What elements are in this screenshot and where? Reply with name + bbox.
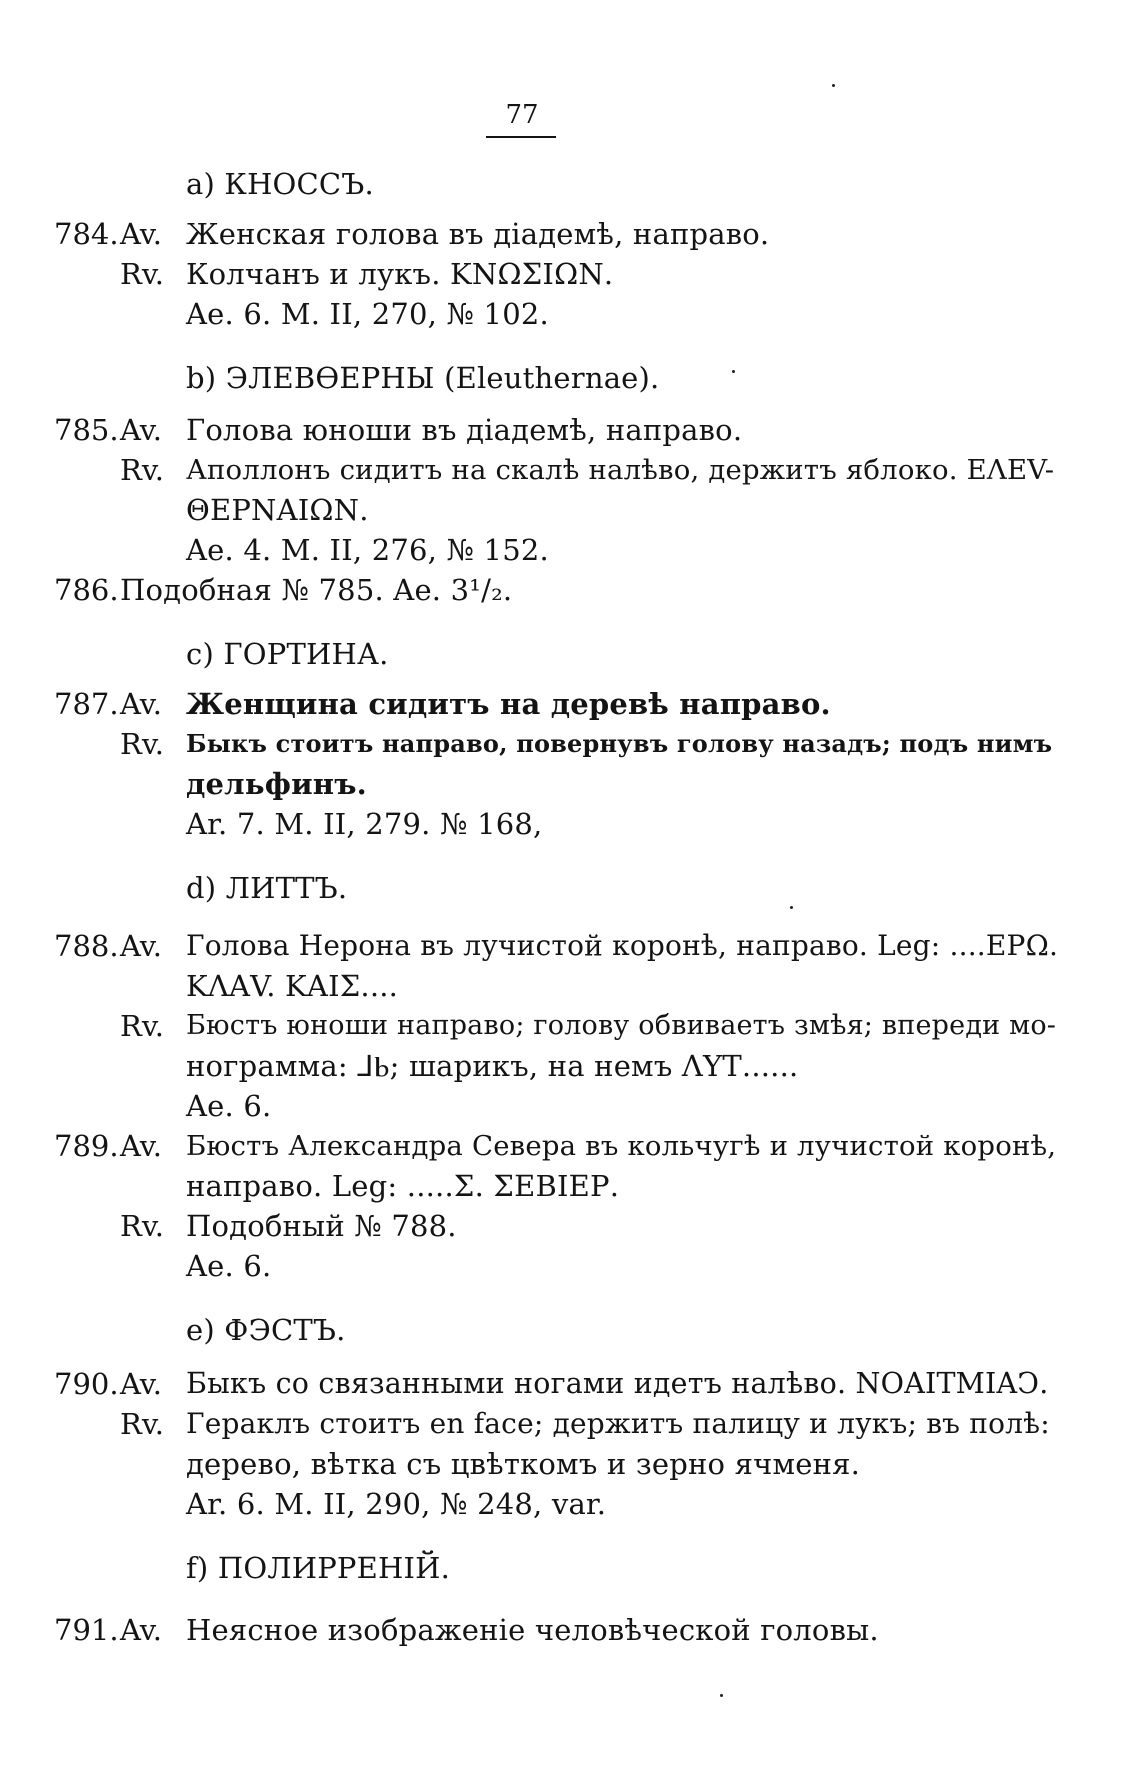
entry-787-av: Женщина сидитъ на деревѣ направо. [186,687,831,721]
label-rv: Rv. [120,1009,164,1043]
entry-788-rv-line1: Бюстъ юноши направо; голову обвиваетъ змѣя; впереди мо- [186,1010,1057,1041]
entry-788-av-line1: Голова Нерона въ лучистой коронѣ, направо. Leg: ....ΕΡΩ. [186,929,1059,962]
label-rv: Rv. [120,257,164,291]
entry-number: 785. [54,413,119,447]
entry-789-ref: Ae. 6. [186,1249,272,1283]
entry-790-av: Быкъ со связанными ногами идетъ налѣво. ΝΟΑΙΤΜΙΑϽ. [186,1367,1049,1400]
section-heading-polyrrhenia: f) ПОЛИРРЕНІЙ. [186,1551,451,1585]
entry-789-av-line1: Бюстъ Александра Севера въ кольчугѣ и лучистой коронѣ, [186,1130,1057,1162]
scan-speck [732,370,735,373]
entry-number: 787. [54,687,119,721]
label-av: Av. [120,1613,162,1647]
entry-787-ref: Ar. 7. M. II, 279. № 168, [186,807,543,841]
page-number-rule [486,136,556,138]
section-heading-lyttos: d) ЛИТТЪ. [186,871,348,905]
section-heading-knossos: а) КНОССЪ. [186,167,374,201]
entry-790-rv-line2: дерево, вѣтка съ цвѣткомъ и зерно ячменя. [186,1447,861,1481]
entry-784-ref: Ae. 6. M. II, 270, № 102. [186,297,549,331]
entry-786-text: Подобная № 785. Ae. 3¹/₂. [120,573,513,607]
entry-788-av-line2: ΚΛΑV. ΚΑΙΣ.... [186,969,399,1003]
entry-785-rv-line2: ΘΕΡΝΑΙΩΝ. [186,493,369,527]
entry-789-rv: Подобный № 788. [186,1209,457,1243]
label-av: Av. [120,1129,162,1163]
label-rv: Rv. [120,1407,164,1441]
entry-789-av-line2: направо. Leg: .....Σ. ΣΕΒΙΕΡ. [186,1169,620,1203]
page-number: 77 [505,100,539,130]
entry-787-rv-line1: Быкъ стоитъ направо, повернувъ голову назадъ; подъ нимъ [186,729,1053,758]
label-av: Av. [120,1367,162,1401]
entry-788-rv-line2: нограмма: ⅃Ⱃ; шарикъ, на немъ ΛΥΤ...... [186,1049,799,1083]
entry-784-rv: Колчанъ и лукъ. ΚΝΩΣΙΩΝ. [186,257,614,291]
label-av: Av. [120,217,162,251]
section-heading-eleutherna: b) ЭЛЕВѲЕРНЫ (Eleuthernae). [186,361,660,395]
label-av: Av. [120,687,162,721]
entry-791-av: Неясное изображеніе человѣческой головы. [186,1613,879,1647]
scan-speck [720,1694,723,1697]
entry-784-av: Женская голова въ діадемѣ, направо. [186,217,770,251]
label-rv: Rv. [120,1209,164,1243]
entry-number: 791. [54,1613,119,1647]
label-rv: Rv. [120,453,164,487]
scan-speck [790,906,793,909]
entry-785-av: Голова юноши въ діадемѣ, направо. [186,413,743,447]
entry-number: 788. [54,929,119,963]
label-rv: Rv. [120,727,164,761]
entry-788-ref: Ae. 6. [186,1089,272,1123]
entry-790-ref: Ar. 6. M. II, 290, № 248, var. [186,1487,607,1521]
entry-number: 784. [54,217,119,251]
entry-790-rv-line1: Гераклъ стоитъ en face; держитъ палицу и лукъ; въ полѣ: [186,1407,1050,1440]
label-av: Av. [120,929,162,963]
section-heading-gortyna: c) ГОРТИНА. [186,637,389,671]
entry-number: 789. [54,1129,119,1163]
entry-number: 790. [54,1367,119,1401]
label-av: Av. [120,413,162,447]
entry-785-ref: Ae. 4. M. II, 276, № 152. [186,533,549,567]
entry-785-rv-line1: Аполлонъ сидитъ на скалѣ налѣво, держитъ яблоко. ΕΛΕV- [186,454,1055,486]
entry-number: 786. [54,573,119,607]
entry-787-rv-line2: дельфинъ. [186,767,367,801]
section-heading-phaistos: e) ФЭСТЪ. [186,1313,346,1347]
scan-speck [832,84,835,87]
